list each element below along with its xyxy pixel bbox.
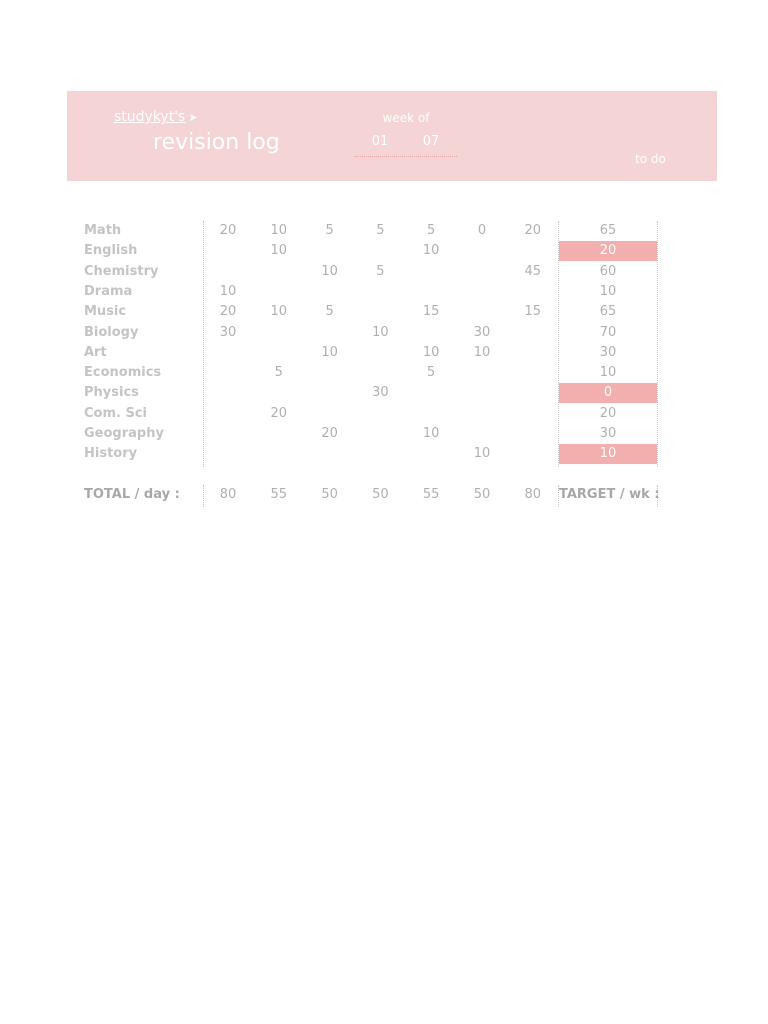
subject-label: Drama	[84, 283, 133, 299]
to-do-label: to do	[635, 152, 666, 166]
minutes-cell[interactable]	[256, 262, 302, 282]
subject-label: Physics	[84, 385, 139, 401]
minutes-cell[interactable]: 5	[427, 365, 436, 381]
minutes-cell[interactable]	[459, 282, 505, 302]
weekly-total-cell: 20	[559, 241, 657, 261]
minutes-cell[interactable]	[408, 404, 454, 424]
subject-label: English	[84, 243, 138, 259]
week-of-label: week of	[382, 111, 430, 125]
minutes-cell[interactable]	[256, 343, 302, 363]
minutes-cell[interactable]	[205, 241, 251, 261]
minutes-cell[interactable]	[510, 383, 556, 403]
minutes-cell[interactable]: 20	[524, 223, 542, 238]
minutes-cell[interactable]	[408, 383, 454, 403]
subject-label: Chemistry	[84, 263, 159, 279]
weekly-total-cell: 10	[599, 283, 617, 299]
minutes-cell[interactable]: 5	[325, 223, 334, 238]
minutes-cell[interactable]: 30	[372, 385, 389, 401]
minutes-cell[interactable]: 5	[325, 304, 334, 320]
minutes-cell[interactable]: 10	[270, 223, 288, 238]
minutes-cell[interactable]: 5	[376, 223, 385, 238]
minutes-cell[interactable]	[307, 363, 353, 383]
divider-line	[657, 221, 658, 467]
minutes-cell[interactable]	[459, 302, 505, 322]
minutes-cell[interactable]	[256, 323, 302, 343]
page-title: revision log	[153, 130, 280, 155]
minutes-cell[interactable]	[307, 404, 353, 424]
minutes-cell[interactable]	[459, 363, 505, 383]
minutes-cell[interactable]	[408, 323, 454, 343]
minutes-cell[interactable]	[307, 241, 353, 261]
minutes-cell[interactable]	[408, 444, 454, 464]
minutes-cell[interactable]: 10	[321, 263, 338, 279]
weekly-total-cell: 0	[559, 383, 657, 403]
weekly-total-cell: 60	[599, 263, 617, 279]
minutes-cell[interactable]: 10	[270, 304, 288, 320]
minutes-cell[interactable]	[205, 363, 251, 383]
minutes-cell[interactable]	[510, 424, 556, 444]
minutes-cell[interactable]	[510, 444, 556, 464]
subject-label: Com. Sci	[84, 405, 148, 421]
divider-line	[203, 485, 204, 507]
subject-label: Art	[84, 344, 107, 360]
minutes-cell[interactable]: 10	[321, 344, 338, 360]
minutes-cell[interactable]: 10	[473, 344, 491, 360]
minutes-cell[interactable]	[459, 404, 505, 424]
weekly-total-cell: 65	[599, 223, 617, 238]
target-per-week-label: TARGET / wk :	[559, 487, 660, 502]
subject-label: Economics	[84, 365, 162, 381]
minutes-cell[interactable]	[256, 383, 302, 403]
minutes-cell[interactable]	[510, 282, 556, 302]
minutes-cell[interactable]	[256, 282, 302, 302]
minutes-cell[interactable]	[510, 404, 556, 424]
week-day-value[interactable]: 01	[371, 134, 389, 149]
minutes-cell[interactable]	[205, 383, 251, 403]
minutes-cell[interactable]: 15	[422, 304, 440, 320]
brand-link[interactable]: studykyt's ➤	[114, 109, 198, 125]
subject-label: Music	[84, 304, 127, 320]
minutes-cell[interactable]: 10	[422, 243, 440, 259]
minutes-cell[interactable]	[408, 262, 454, 282]
minutes-cell[interactable]	[510, 323, 556, 343]
minutes-cell[interactable]: 5	[274, 365, 283, 381]
minutes-cell[interactable]: 30	[473, 324, 491, 340]
minutes-cell[interactable]: 15	[524, 304, 542, 320]
week-month-value[interactable]: 07	[422, 134, 440, 149]
day-total-cell: 55	[422, 487, 440, 502]
weekly-total-cell: 30	[599, 426, 617, 441]
subject-label: Math	[84, 223, 122, 238]
minutes-cell[interactable]	[307, 282, 353, 302]
minutes-cell[interactable]	[205, 444, 251, 464]
minutes-cell[interactable]: 10	[270, 243, 288, 259]
minutes-cell[interactable]: 10	[422, 426, 440, 441]
minutes-cell[interactable]	[459, 424, 505, 444]
minutes-cell[interactable]	[205, 424, 251, 444]
total-per-day-label: TOTAL / day :	[84, 487, 180, 502]
minutes-cell[interactable]: 10	[473, 446, 491, 462]
divider-line	[558, 221, 559, 467]
weekly-total-cell: 30	[599, 344, 617, 360]
weekly-total-cell: 10	[559, 444, 657, 464]
minutes-cell[interactable]: 45	[524, 263, 542, 279]
minutes-cell[interactable]: 20	[321, 426, 338, 441]
minutes-cell[interactable]: 10	[372, 324, 389, 340]
divider-line	[203, 221, 204, 467]
day-total-cell: 80	[219, 487, 237, 502]
minutes-cell[interactable]	[357, 424, 403, 444]
subject-label: History	[84, 446, 138, 462]
minutes-cell[interactable]	[256, 424, 302, 444]
minutes-cell[interactable]: 30	[219, 324, 237, 340]
minutes-cell[interactable]	[357, 404, 403, 424]
subject-label: Geography	[84, 426, 164, 441]
day-total-cell: 50	[473, 487, 491, 502]
minutes-cell[interactable]	[510, 363, 556, 383]
minutes-cell[interactable]: 20	[219, 304, 237, 320]
day-total-cell: 50	[372, 487, 389, 502]
minutes-cell[interactable]	[256, 444, 302, 464]
minutes-cell[interactable]	[459, 262, 505, 282]
minutes-cell[interactable]	[357, 343, 403, 363]
minutes-cell[interactable]	[357, 444, 403, 464]
minutes-cell[interactable]	[357, 302, 403, 322]
minutes-cell[interactable]	[357, 363, 403, 383]
weekly-total-cell: 20	[599, 405, 617, 421]
minutes-cell[interactable]: 10	[219, 283, 237, 299]
weekly-total-cell: 65	[599, 304, 617, 320]
minutes-cell[interactable]: 5	[376, 263, 385, 279]
minutes-cell[interactable]	[205, 343, 251, 363]
day-total-cell: 80	[524, 487, 542, 502]
subject-label: Biology	[84, 324, 139, 340]
minutes-cell[interactable]: 0	[477, 223, 487, 238]
minutes-cell[interactable]	[205, 404, 251, 424]
minutes-cell[interactable]	[307, 444, 353, 464]
arrow-right-icon: ➤	[188, 111, 198, 124]
minutes-cell[interactable]	[459, 383, 505, 403]
minutes-cell[interactable]	[357, 241, 403, 261]
weekly-total-cell: 10	[599, 365, 617, 381]
minutes-cell[interactable]	[357, 282, 403, 302]
minutes-cell[interactable]	[510, 241, 556, 261]
day-total-cell: 55	[270, 487, 288, 502]
day-total-cell: 50	[321, 487, 338, 502]
weekly-total-cell: 70	[599, 324, 617, 340]
minutes-cell[interactable]	[408, 282, 454, 302]
minutes-cell[interactable]: 20	[219, 223, 237, 238]
minutes-cell[interactable]: 5	[427, 223, 436, 238]
minutes-cell[interactable]	[205, 262, 251, 282]
minutes-cell[interactable]	[307, 323, 353, 343]
minutes-cell[interactable]	[510, 343, 556, 363]
minutes-cell[interactable]	[459, 241, 505, 261]
minutes-cell[interactable]: 10	[422, 344, 440, 360]
minutes-cell[interactable]: 20	[270, 405, 288, 421]
minutes-cell[interactable]	[307, 383, 353, 403]
